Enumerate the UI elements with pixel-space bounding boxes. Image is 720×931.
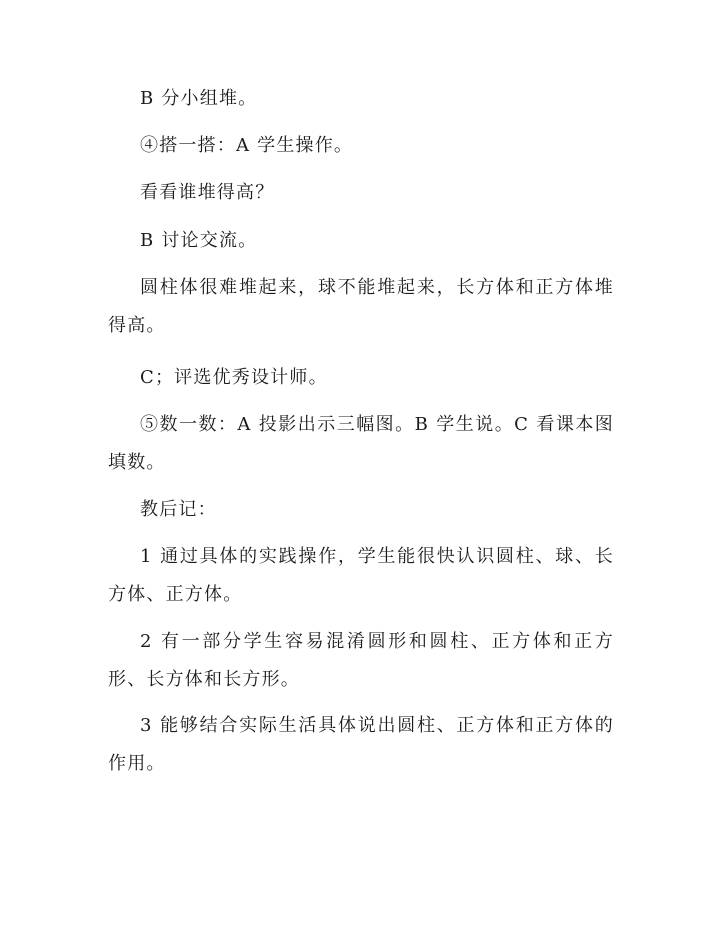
paragraph-stacking-result: 圆柱体很难堆起来，球不能堆起来，长方体和正方体堆得高。 <box>108 277 614 336</box>
paragraph-count-activity: ⑤数一数：A 投影出示三幅图。B 学生说。C 看课本图填数。 <box>108 414 614 473</box>
paragraph-reflection-2: 2 有一部分学生容易混淆圆形和圆柱、正方体和正方形、长方体和长方形。 <box>108 631 614 690</box>
paragraph-reflection-1: 1 通过具体的实践操作，学生能很快认识圆柱、球、长方体、正方体。 <box>108 546 614 605</box>
paragraph-group-stacking: B 分小组堆。 <box>140 88 258 109</box>
paragraph-build-activity: ④搭一搭：A 学生操作。 <box>140 135 354 156</box>
paragraph-discussion: B 讨论交流。 <box>140 230 258 251</box>
paragraph-select-designer: C；评选优秀设计师。 <box>140 367 328 388</box>
paragraph-reflection-heading: 教后记： <box>140 499 217 520</box>
paragraph-who-stacks-higher: 看看谁堆得高？ <box>140 182 275 203</box>
paragraph-reflection-3: 3 能够结合实际生活具体说出圆柱、正方体和正方体的作用。 <box>108 715 614 774</box>
